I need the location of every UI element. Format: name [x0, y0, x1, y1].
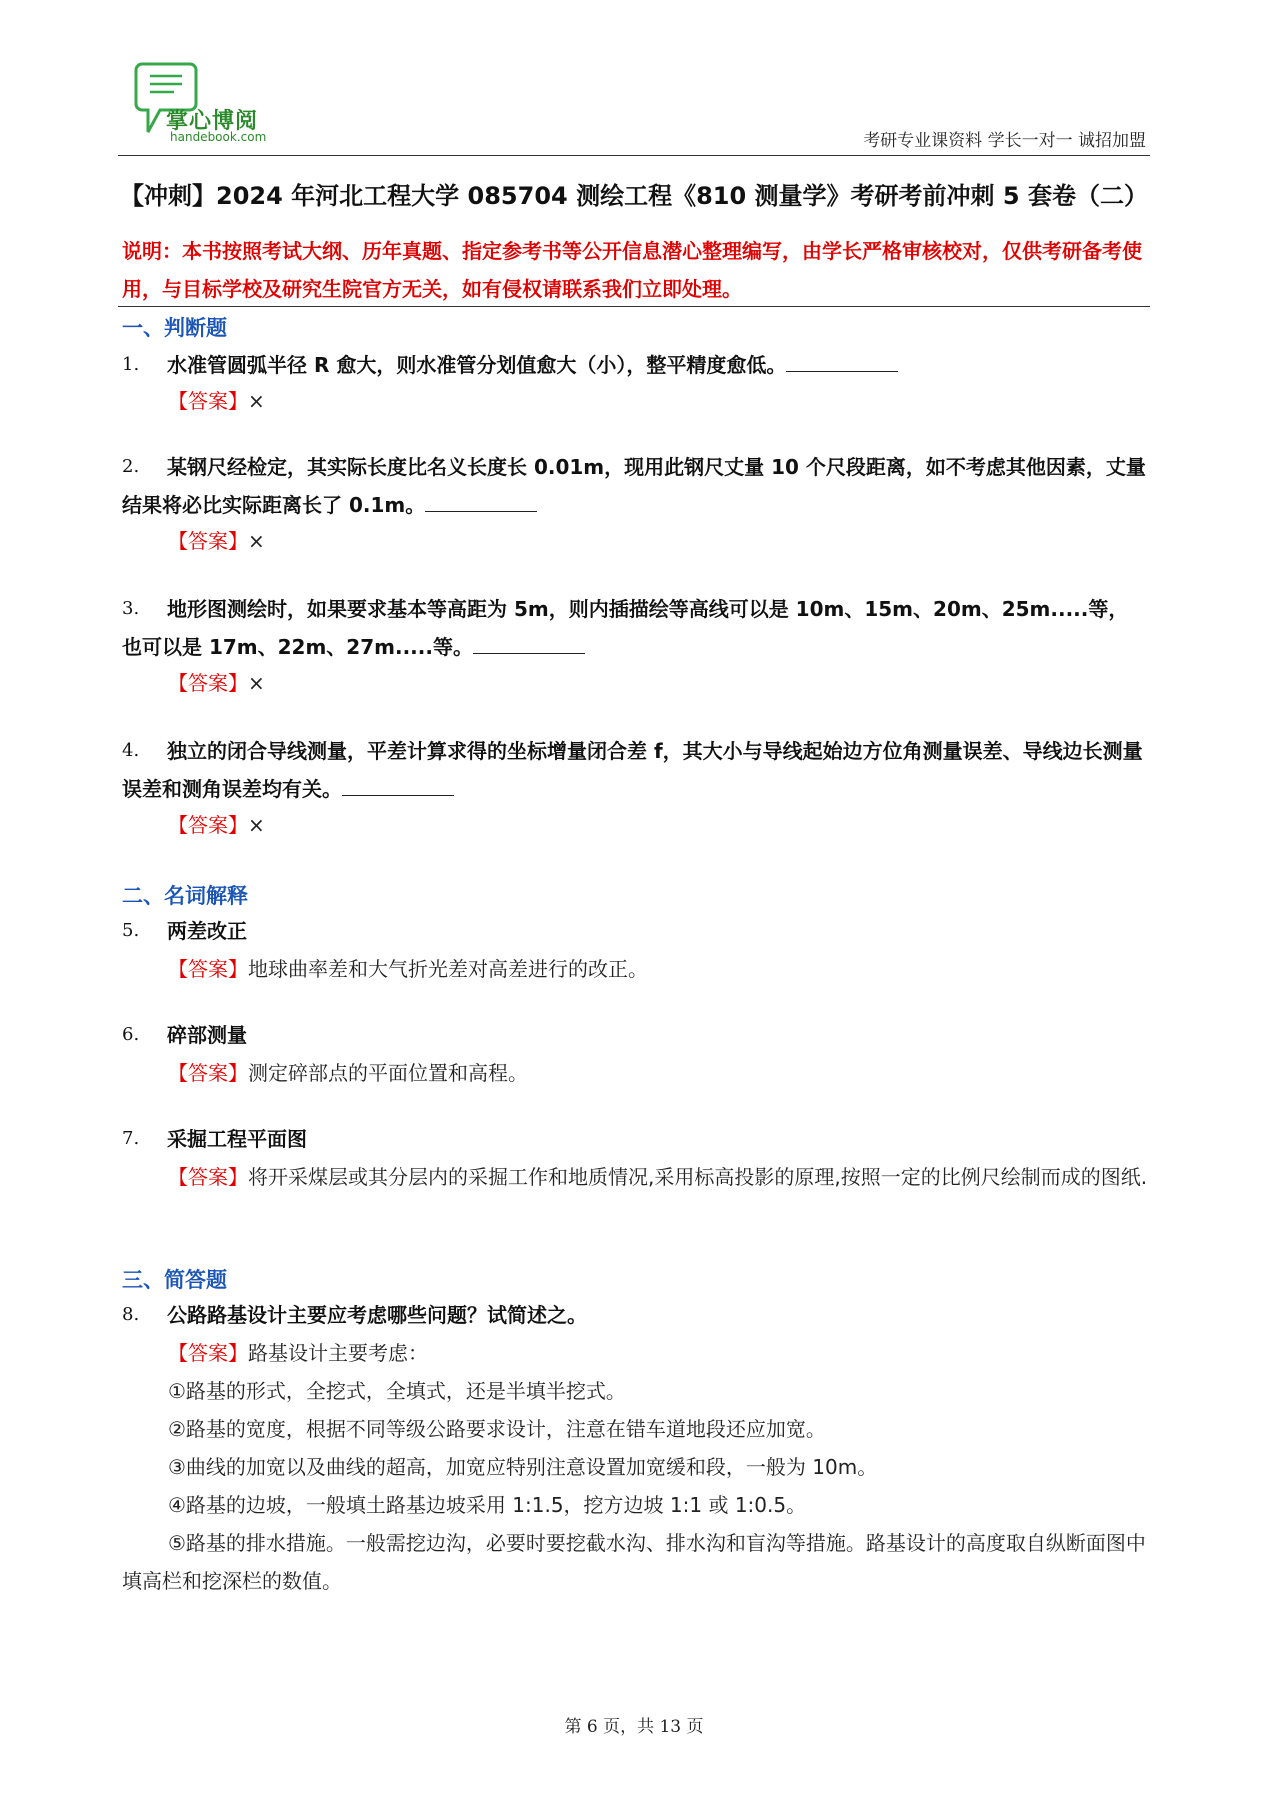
question-text: 水准管圆弧半径 R 愈大，则水准管分划值愈大（小），整平精度愈低。 — [167, 353, 787, 377]
answer-text: 测定碎部点的平面位置和高程。 — [248, 1061, 528, 1085]
question-number: 6. — [122, 1024, 140, 1045]
question-text: 采掘工程平面图 — [167, 1127, 307, 1151]
answer-1 — [168, 382, 1148, 420]
answer-blank — [473, 633, 585, 654]
question-5 — [122, 912, 1148, 950]
answer-text: × — [248, 813, 265, 837]
question-number: 4. — [122, 740, 140, 761]
question-6 — [122, 1016, 1148, 1054]
question-text: 两差改正 — [167, 919, 247, 943]
answer-7 — [122, 1158, 1148, 1196]
question-number: 2. — [122, 456, 140, 477]
header-tagline: 考研专业课资料 学长一对一 诚招加盟 — [863, 131, 1146, 151]
question-2 — [122, 448, 1148, 524]
question-text: 某钢尺经检定，其实际长度比名义长度长 0.01m，现用此钢尺丈量 10 个尺段距离，如不考虑其他因素，丈量结果将必比实际距离长了 0.1m。 — [122, 455, 1146, 517]
answer-tag: 【答案】 — [168, 1341, 248, 1365]
question-number: 5. — [122, 920, 140, 941]
answer-tag: 【答案】 — [168, 671, 248, 695]
answer-4 — [168, 806, 1148, 844]
answer-text: 路基设计主要考虑： — [248, 1341, 428, 1365]
answer-point: ③曲线的加宽以及曲线的超高，加宽应特别注意设置加宽缓和段，一般为 10m。 — [168, 1455, 878, 1479]
answer-tag: 【答案】 — [168, 1061, 248, 1085]
question-text: 碎部测量 — [167, 1023, 247, 1047]
question-text: 独立的闭合导线测量，平差计算求得的坐标增量闭合差 f，其大小与导线起始边方位角测量误差、导线边长测量误差和测角误差均有关。 — [122, 739, 1143, 801]
header-divider — [118, 155, 1150, 156]
page-footer: 第 6 页，共 13 页 — [564, 1717, 704, 1737]
answer-text: × — [248, 529, 265, 553]
question-number: 1. — [122, 354, 140, 375]
answer-point: ④路基的边坡，一般填土路基边坡采用 1:1.5，挖方边坡 1:1 或 1:0.5。 — [168, 1493, 807, 1517]
answer-point: ②路基的宽度，根据不同等级公路要求设计，注意在错车道地段还应加宽。 — [168, 1417, 826, 1441]
answer-tag: 【答案】 — [168, 813, 248, 837]
answer-6 — [168, 1054, 1148, 1092]
answer-5 — [168, 950, 1148, 988]
question-number: 7. — [122, 1128, 140, 1149]
question-number: 8. — [122, 1304, 140, 1325]
answer-tag: 【答案】 — [168, 1165, 248, 1189]
question-text: 地形图测绘时，如果要求基本等高距为 5m，则内插描绘等高线可以是 10m、15m、20m、25m.....等，也可以是 17m、22m、27m.....等。 — [122, 597, 1129, 659]
answer-point: ①路基的形式，全挖式，全填式，还是半填半挖式。 — [168, 1379, 626, 1403]
section-heading: 三、简答题 — [122, 1268, 227, 1292]
question-1 — [122, 346, 1148, 384]
question-number: 3. — [122, 598, 140, 619]
question-3 — [122, 590, 1148, 666]
notice-divider — [118, 306, 1150, 307]
section-heading: 一、判断题 — [122, 316, 227, 340]
answer-2 — [168, 522, 1148, 560]
question-7 — [122, 1120, 1148, 1158]
answer-tag: 【答案】 — [168, 529, 248, 553]
document-title: 【冲刺】2024 年河北工程大学 085704 测绘工程《810 测量学》考研考前冲刺 5 套卷（二） — [120, 182, 1148, 210]
question-text: 公路路基设计主要应考虑哪些问题？试简述之。 — [167, 1303, 587, 1327]
answer-tag: 【答案】 — [168, 389, 248, 413]
answer-tag: 【答案】 — [168, 957, 248, 981]
question-4 — [122, 732, 1148, 808]
answer-text: 地球曲率差和大气折光差对高差进行的改正。 — [248, 957, 648, 981]
question-8 — [122, 1296, 1148, 1334]
answer-8 — [168, 1334, 1148, 1372]
answer-point: ⑤路基的排水措施。一般需挖边沟，必要时要挖截水沟、排水沟和盲沟等措施。路基设计的高度取自纵断面图中填高栏和挖深栏的数值。 — [122, 1531, 1146, 1593]
answer-text: × — [248, 389, 265, 413]
disclaimer-notice: 说明：本书按照考试大纲、历年真题、指定参考书等公开信息潜心整理编写，由学长严格审核校对，仅供考研备考使用，与目标学校及研究生院官方无关，如有侵权请联系我们立即处理。 — [122, 239, 1142, 301]
answer-blank — [342, 775, 454, 796]
answer-text: × — [248, 671, 265, 695]
answer-blank — [786, 351, 898, 372]
section-heading: 二、名词解释 — [122, 884, 248, 908]
logo-url: handebook.com — [170, 130, 267, 144]
answer-blank — [425, 491, 537, 512]
logo-text: 掌心博阅 — [166, 109, 259, 134]
answer-text: 将开采煤层或其分层内的采掘工作和地质情况,采用标高投影的原理,按照一定的比例尺绘制而成的图纸. — [248, 1165, 1148, 1189]
answer-3 — [168, 664, 1148, 702]
